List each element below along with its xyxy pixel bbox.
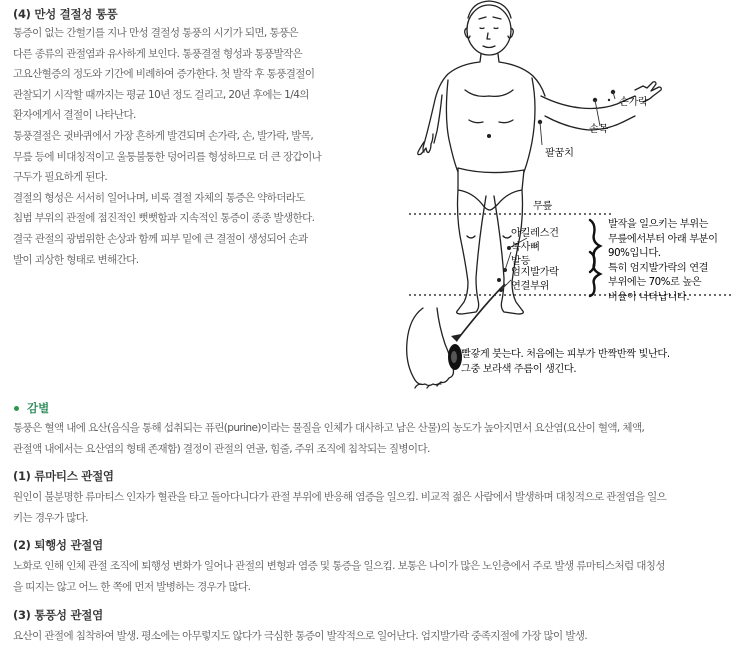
note-line: 특히 엄지발가락의 연결 — [608, 262, 709, 274]
item-body — [13, 487, 743, 528]
body-line: 키는 경우가 많다. — [13, 511, 89, 524]
chronic-gout-section — [13, 6, 365, 270]
body-line: 통증이 없는 간헐기를 지나 만성 결절성 통풍의 시기가 되면, 통풍은 — [13, 27, 299, 39]
foot-caption — [461, 347, 670, 377]
differential-item-degenerative — [13, 534, 743, 597]
body-line: 관찰되기 시작할 때까지는 평균 10년 정도 걸리고, 20년 후에는 1/4의 — [13, 88, 309, 101]
section-title: (4) 만성 결절성 통풍 — [13, 7, 118, 21]
note-line: 부위에는 70%로 높은 — [608, 277, 702, 288]
item-body — [13, 556, 743, 597]
body-line: 통풍은 혈액 내에 요산(음식을 통해 섭취되는 퓨린(purine)이라는 물질을 인체가 대사하고 남은 산물)의 농도가 높아지면서 요산염(요산이 혈액, 체액, — [13, 422, 645, 434]
note-line: 발작을 일으키는 부위는 — [608, 219, 709, 230]
differential-intro — [13, 418, 743, 459]
body-line: 발이 괴상한 형태로 변해간다. — [13, 253, 139, 266]
body-line: 침범 부위의 관절에 점진적인 뻣뻣함과 지속적인 통증이 종종 발생한다. — [13, 212, 315, 225]
body-line: 다른 종류의 관절염과 유사하게 보인다. 통풍결절 형성과 통풍발작은 — [13, 47, 303, 60]
differential-section — [13, 398, 743, 646]
note-line: 비율이 나타납니다. — [608, 291, 690, 303]
body-line: 요산이 관절에 침착하여 발생. 평소에는 아무렇지도 않다가 극심한 통증이 발작적으로 일어난다. 엄지발가락 중족지절에 가장 많이 발생. — [13, 629, 588, 642]
label-achilles: 아킬레스건 — [511, 228, 559, 239]
label-wrist: 손목 — [589, 124, 609, 135]
item-title: (2) 퇴행성 관절염 — [13, 538, 103, 553]
differential-item-rheumatoid — [13, 465, 743, 528]
label-big-toe-joint-line1: 엄지발가락 — [511, 267, 559, 278]
gout-body-illustration — [395, 0, 745, 395]
caption-line: 빨갛게 붓는다. 처음에는 피부가 반짝반짝 빛난다. — [461, 349, 670, 360]
differential-item-gout — [13, 604, 743, 647]
body-line: 결국 관절의 광범위한 손상과 함께 피부 밑에 큰 결절이 생성되어 손과 — [13, 232, 308, 245]
body-line: 무릎 등에 비대칭적이고 울퉁불퉁한 덩어리를 형성하므로 더 큰 장갑이나 — [13, 150, 322, 163]
body-line: 관절액 내에서는 요산염의 형태 존재함) 결정이 관절의 연골, 힘줄, 주위 조직에 침착되는 질병이다. — [13, 442, 430, 455]
body-line: 을 띠지는 않고 어느 한 쪽에 먼저 발병하는 경우가 많다. — [13, 580, 251, 593]
body-line: 통풍결절은 귓바퀴에서 가장 흔하게 발견되며 손가락, 손, 발가락, 발목, — [13, 129, 314, 142]
body-line: 원인이 불분명한 류마티스 인자가 혈관을 타고 돌아다니다가 관절 부위에 반응해 염증을 일으킴. 비교적 젊은 사람에서 발생하며 대칭적으로 관절염을 일으 — [13, 491, 667, 504]
body-line: 결절의 형성은 서서히 일어나며, 비록 결절 자체의 통증은 약하더라도 — [13, 191, 305, 204]
item-title: (1) 류마티스 관절염 — [13, 469, 114, 484]
body-line: 노화로 인해 인체 관절 조직에 퇴행성 변화가 일어나 관절의 변형과 염증 및 통증을 일으킴. 보통은 나이가 많은 노인층에서 주로 발생 류마티스처럼 대칭성 — [13, 560, 665, 573]
note-line: 90%입니다. — [608, 248, 661, 259]
body-line: 구두가 필요하게 된다. — [13, 171, 108, 184]
label-big-toe-joint-line2: 연결부위 — [511, 281, 550, 292]
attack-site-note — [608, 218, 745, 305]
body-line: 고요산혈증의 정도와 기간에 비례하여 증가한다. 첫 발작 후 통풍결절이 — [13, 68, 315, 81]
bullet-dot-icon — [14, 406, 19, 411]
label-ankle-bone: 복사뼈 — [511, 242, 540, 253]
label-finger: 손가락 — [619, 97, 648, 108]
body-line: 환자에게서 결절이 나타난다. — [13, 109, 136, 122]
note-line: 무릎에서부터 아래 부분이 — [608, 233, 718, 245]
differential-header — [13, 398, 743, 418]
item-body — [13, 626, 743, 647]
label-instep: 발등 — [511, 256, 531, 267]
differential-heading: 감별 — [27, 401, 50, 415]
caption-line: 그중 보라색 주름이 생긴다. — [461, 364, 577, 375]
body-figure-drawing — [395, 0, 745, 395]
label-elbow: 팔꿈치 — [545, 148, 574, 159]
section-body — [13, 23, 365, 270]
label-knee: 무릎 — [533, 201, 553, 212]
item-title: (3) 통풍성 관절염 — [13, 607, 103, 622]
